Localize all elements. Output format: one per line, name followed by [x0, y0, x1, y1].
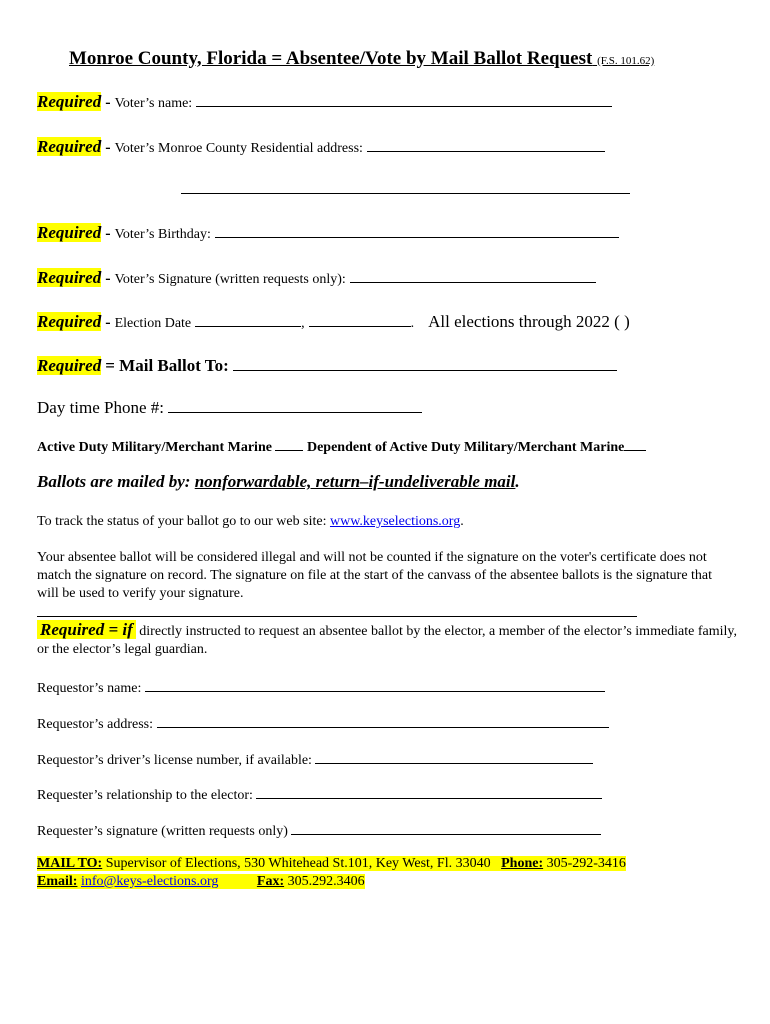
- signature-line[interactable]: [350, 269, 596, 283]
- requestor-license-line[interactable]: [315, 750, 593, 764]
- required-tag: Required: [37, 223, 102, 242]
- active-duty-line[interactable]: [275, 437, 303, 451]
- voter-name-line[interactable]: [196, 93, 612, 107]
- mail-ballot-to-label: = Mail Ballot To:: [105, 356, 229, 375]
- required-tag: Required: [37, 92, 102, 111]
- mail-to-label: MAIL TO:: [37, 856, 103, 871]
- dependent-label: Dependent of Active Duty Military/Merchant Marine: [306, 440, 625, 455]
- form-title: [69, 48, 654, 70]
- illegal-notice: Your absentee ballot will be considered illegal and will not be counted if the signature on the voter's certificate does not match the signature on record. The signature on file at the start of the canvass of the absentee ballots is the signature that will be used to verify your signature.: [37, 550, 713, 601]
- signature-label: Voter’s Signature (written requests only):: [114, 272, 346, 287]
- requestor-relationship-row: [37, 785, 602, 804]
- dash: -: [105, 270, 111, 287]
- required-tag: Required: [37, 312, 102, 331]
- requestor-relationship-line[interactable]: [256, 785, 602, 799]
- voter-name-label: Voter’s name:: [114, 96, 193, 111]
- election-date-period: .: [410, 316, 415, 331]
- phone-label: Phone:: [501, 856, 544, 871]
- requestor-license-label: Requestor’s driver’s license number, if available:: [37, 753, 312, 768]
- residential-address-line-2[interactable]: [181, 180, 630, 194]
- mail-to-address: Supervisor of Elections, 530 Whitehead St.101, Key West, Fl. 33040: [105, 856, 491, 871]
- military-row: [37, 437, 646, 456]
- track-prefix: To track the status of your ballot go to our web site:: [37, 514, 330, 529]
- signature-row: [37, 268, 596, 288]
- fax-value: 305.292.3406: [287, 874, 365, 889]
- residential-address-line[interactable]: [367, 138, 605, 152]
- mail-ballot-to-row: [37, 356, 617, 376]
- required-if-text: directly instructed to request an absentee ballot by the elector, a member of the elector’s immediate family, or the elector’s legal guardian.: [37, 624, 738, 657]
- required-tag: Required: [37, 137, 102, 156]
- required-tag: Required: [37, 356, 102, 375]
- requestor-signature-row: [37, 821, 601, 840]
- title-text: Monroe County, Florida = Absentee/Vote by Mail Ballot Request: [69, 48, 593, 69]
- mailed-by-suffix: .: [515, 472, 520, 491]
- day-phone-label: Day time Phone #:: [37, 398, 165, 417]
- election-date-row: [37, 312, 630, 332]
- birthday-label: Voter’s Birthday:: [114, 227, 211, 242]
- requestor-address-label: Requestor’s address:: [37, 717, 153, 732]
- mailed-by-row: [37, 472, 520, 492]
- mail-ballot-to-line[interactable]: [233, 357, 617, 371]
- required-tag: Required: [37, 268, 102, 287]
- requestor-address-row: [37, 714, 609, 733]
- residential-address-line-2-row: [181, 180, 630, 199]
- dash: -: [105, 314, 111, 331]
- email-fax-row: [37, 874, 365, 890]
- mailed-by-method: nonforwardable, return–if-undeliverable mail: [194, 472, 516, 491]
- required-if-paragraph: [37, 621, 737, 659]
- statute-ref: (F.S. 101.62): [597, 55, 655, 67]
- dependent-line[interactable]: [624, 437, 646, 451]
- all-elections-option[interactable]: All elections through 2022 ( ): [428, 312, 630, 331]
- phone-value: 305-292-3416: [546, 856, 626, 871]
- track-status-row: [37, 514, 464, 530]
- election-date-comma: ,: [301, 316, 305, 331]
- mail-to-row: [37, 856, 626, 872]
- mailed-by-prefix: Ballots are mailed by:: [37, 472, 195, 491]
- voter-name-row: [37, 92, 612, 112]
- day-phone-line[interactable]: [168, 399, 422, 413]
- requestor-signature-label: Requester’s signature (written requests only): [37, 824, 288, 839]
- website-link[interactable]: www.keyselections.org: [329, 514, 461, 529]
- active-duty-label: Active Duty Military/Merchant Marine: [37, 440, 272, 455]
- track-suffix: .: [460, 514, 464, 529]
- dash: -: [105, 225, 111, 242]
- election-date-line-1[interactable]: [195, 313, 301, 327]
- birthday-line[interactable]: [215, 224, 619, 238]
- requestor-relationship-label: Requester’s relationship to the elector:: [37, 788, 253, 803]
- residential-address-row: [37, 137, 605, 157]
- requestor-license-row: [37, 750, 593, 769]
- residential-address-label: Voter’s Monroe County Residential address:: [114, 141, 363, 156]
- email-label: Email:: [37, 874, 78, 889]
- election-date-label: Election Date: [114, 316, 192, 331]
- requestor-name-row: [37, 678, 605, 697]
- day-phone-row: [37, 398, 422, 418]
- required-if-tag: Required = if: [37, 620, 136, 639]
- requestor-name-label: Requestor’s name:: [37, 681, 142, 696]
- dash: -: [105, 139, 111, 156]
- dash: -: [105, 94, 111, 111]
- birthday-row: [37, 223, 619, 243]
- requestor-signature-line[interactable]: [291, 821, 601, 835]
- email-link[interactable]: info@keys-elections.org: [80, 874, 219, 889]
- requestor-address-line[interactable]: [157, 714, 609, 728]
- election-date-line-2[interactable]: [309, 313, 411, 327]
- fax-label: Fax:: [256, 874, 285, 889]
- separator-line: [37, 616, 637, 617]
- requestor-name-line[interactable]: [145, 678, 605, 692]
